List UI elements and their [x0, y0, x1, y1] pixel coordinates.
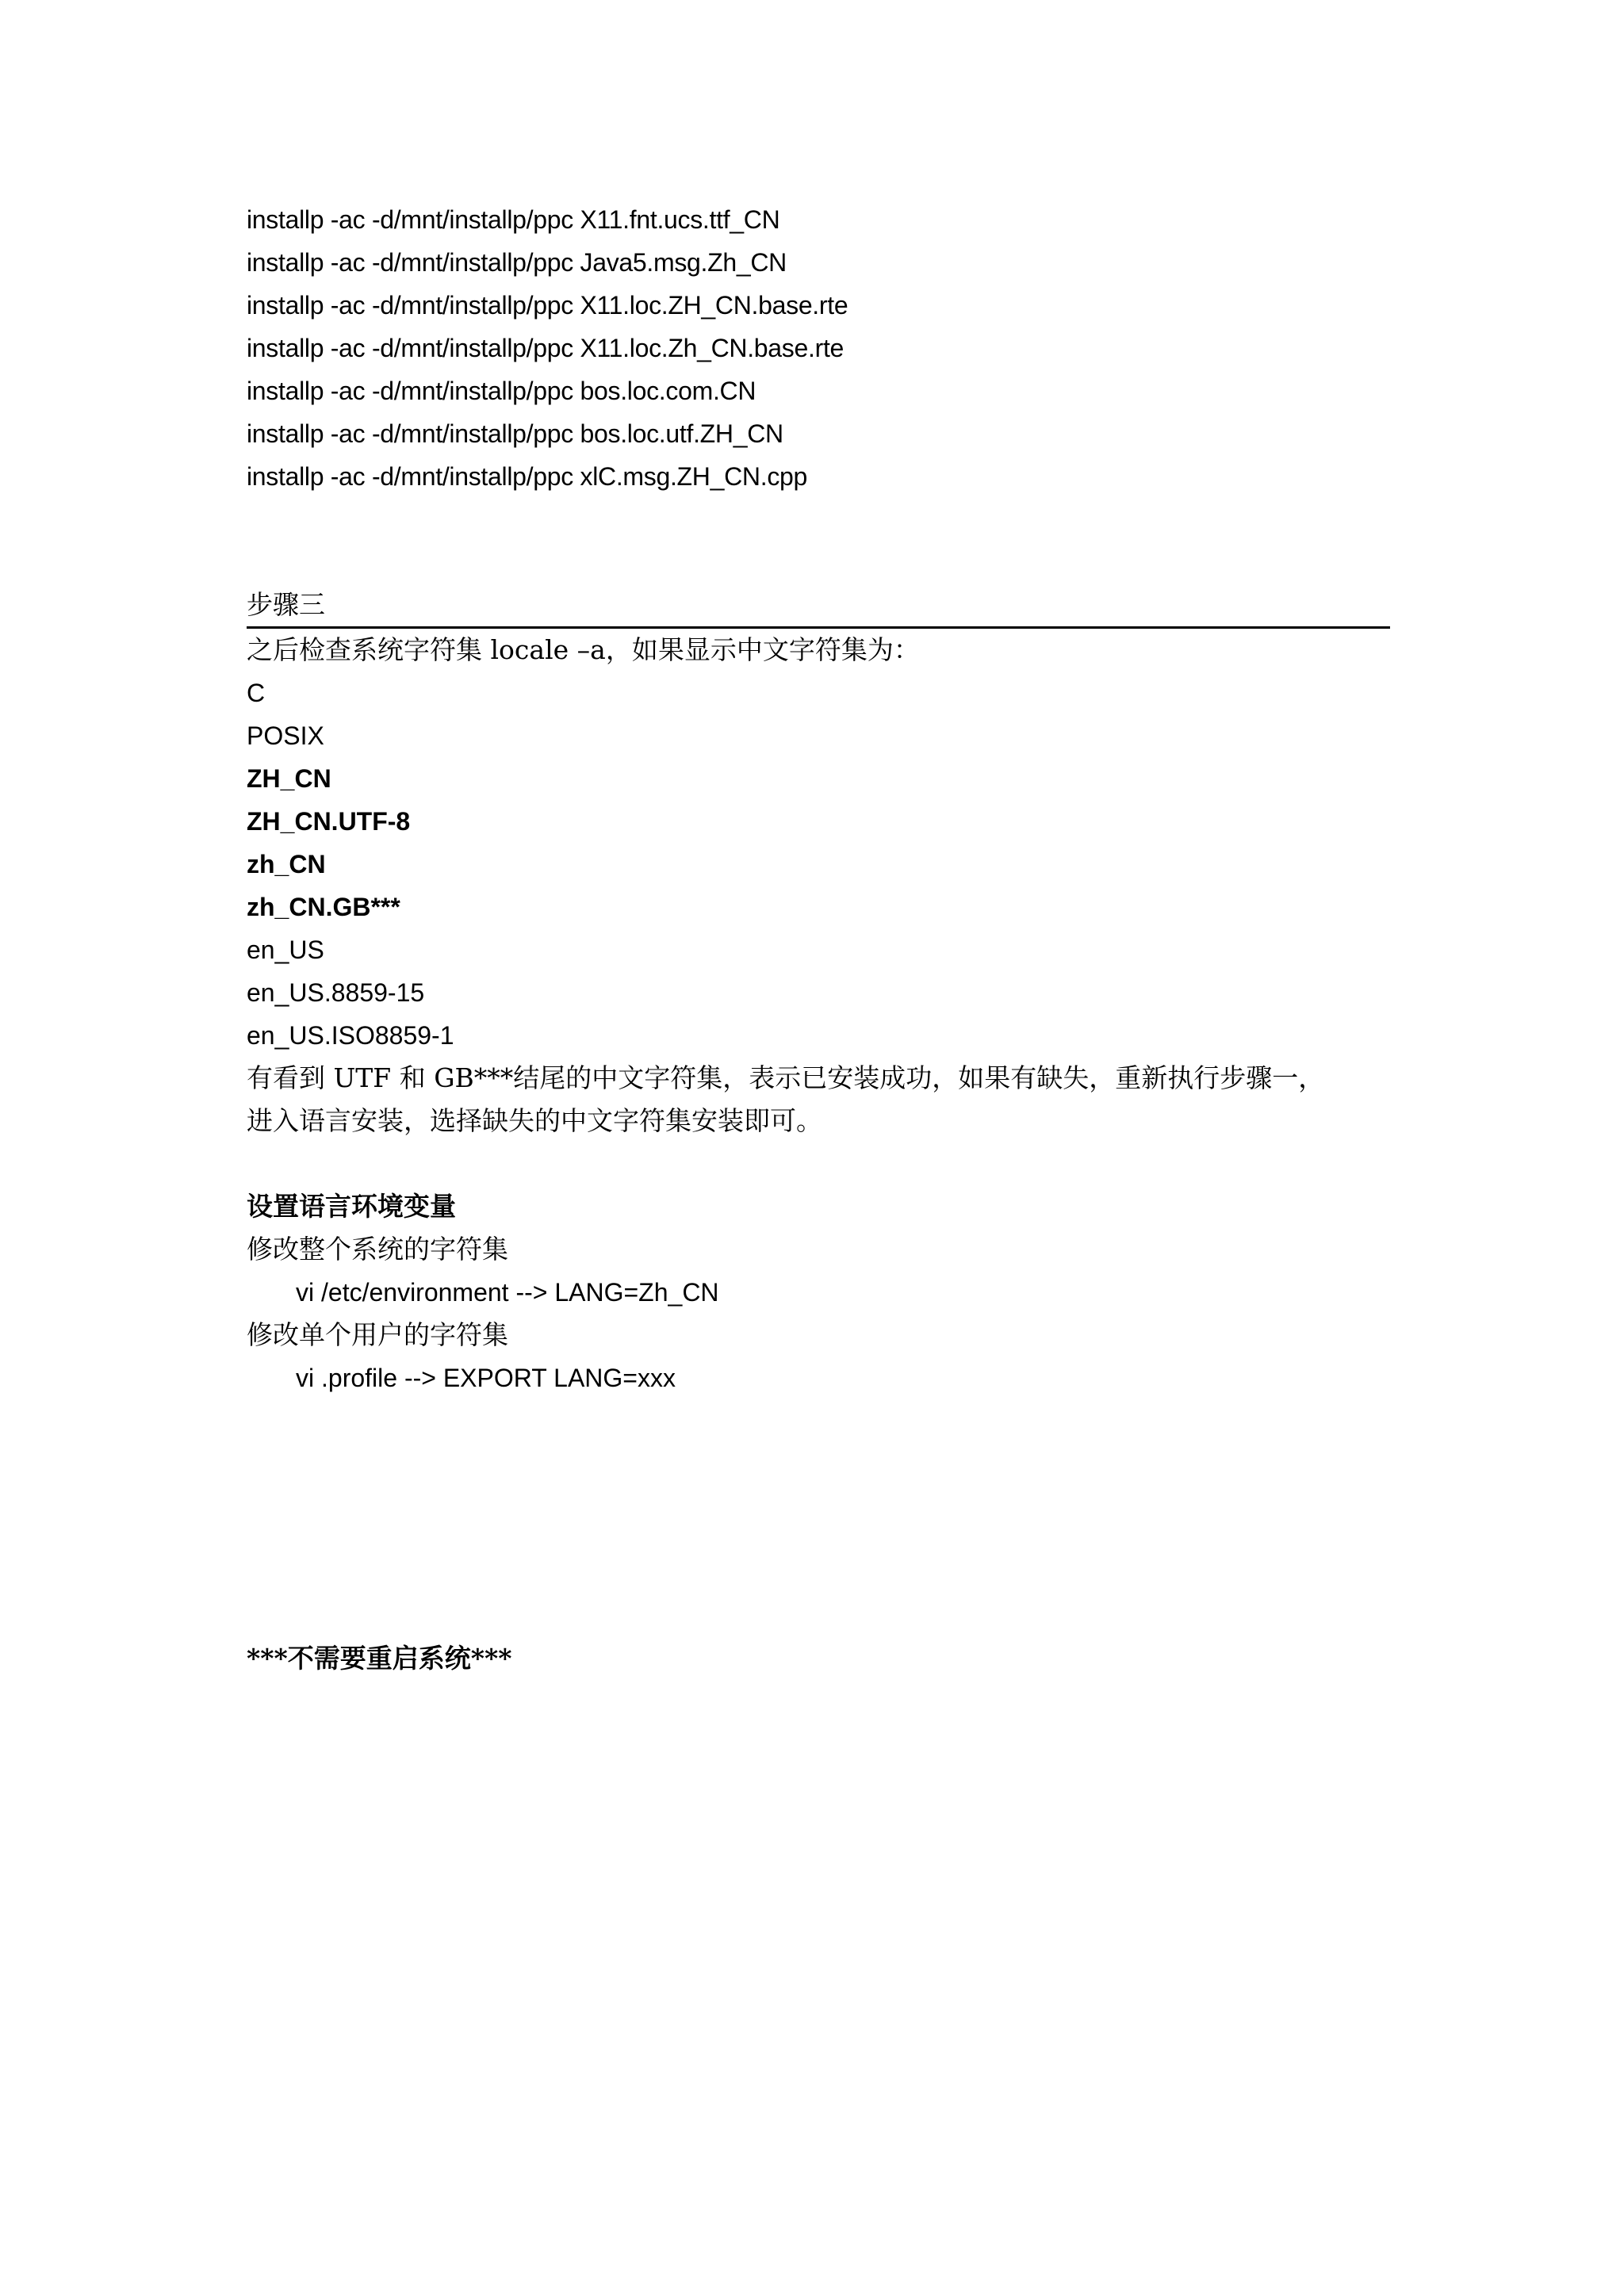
env-system-command: vi /etc/environment --> LANG=Zh_CN [296, 1278, 719, 1307]
step3-result-line: 进入语言安装，选择缺失的中文字符集安装即可。 [247, 1105, 822, 1136]
install-command: installp -ac -d/mnt/installp/ppc xlC.msg.ZH_CN.cpp [247, 462, 808, 491]
locale-item-highlight: ZH_CN [247, 764, 331, 793]
locale-item: POSIX [247, 721, 324, 750]
step3-intro: 之后检查系统字符集 locale –a，如果显示中文字符集为： [247, 634, 920, 665]
locale-item: en_US.8859-15 [247, 978, 425, 1007]
install-command: installp -ac -d/mnt/installp/ppc Java5.msg.Zh_CN [247, 248, 787, 277]
document-content [247, 198, 1388, 1680]
env-system-label: 修改整个系统的字符集 [247, 1234, 508, 1265]
locale-item: C [247, 679, 266, 707]
env-section-title: 设置语言环境变量 [247, 1191, 456, 1222]
locale-item-highlight: zh_CN.GB*** [247, 893, 400, 921]
install-command-list [247, 198, 1388, 498]
env-user-command: vi .profile --> EXPORT LANG=xxx [296, 1364, 676, 1392]
locale-item-highlight: ZH_CN.UTF-8 [247, 807, 411, 836]
locale-item-highlight: zh_CN [247, 850, 326, 878]
footer-note: ***不需要重启系统*** [247, 1643, 512, 1674]
step3-title: 步骤三 [247, 589, 325, 620]
install-command: installp -ac -d/mnt/installp/ppc X11.loc.ZH_CN.base.rte [247, 291, 848, 320]
install-command: installp -ac -d/mnt/installp/ppc X11.fnt.ucs.ttf_CN [247, 205, 780, 234]
install-command: installp -ac -d/mnt/installp/ppc X11.loc.Zh_CN.base.rte [247, 334, 845, 362]
locale-item: en_US.ISO8859-1 [247, 1021, 454, 1050]
blank-space [247, 1399, 1388, 1637]
step3-result-line: 有看到 UTF 和 GB***结尾的中文字符集，表示已安装成功，如果有缺失，重新执行步骤一， [247, 1062, 1325, 1093]
blank-line [247, 1142, 1388, 1185]
locale-list [247, 672, 1388, 1057]
env-user-label: 修改单个用户的字符集 [247, 1319, 508, 1350]
step3-heading [247, 584, 1390, 629]
install-command: installp -ac -d/mnt/installp/ppc bos.loc.com.CN [247, 377, 756, 405]
locale-item: en_US [247, 936, 324, 964]
install-command: installp -ac -d/mnt/installp/ppc bos.loc.utf.ZH_CN [247, 419, 783, 448]
